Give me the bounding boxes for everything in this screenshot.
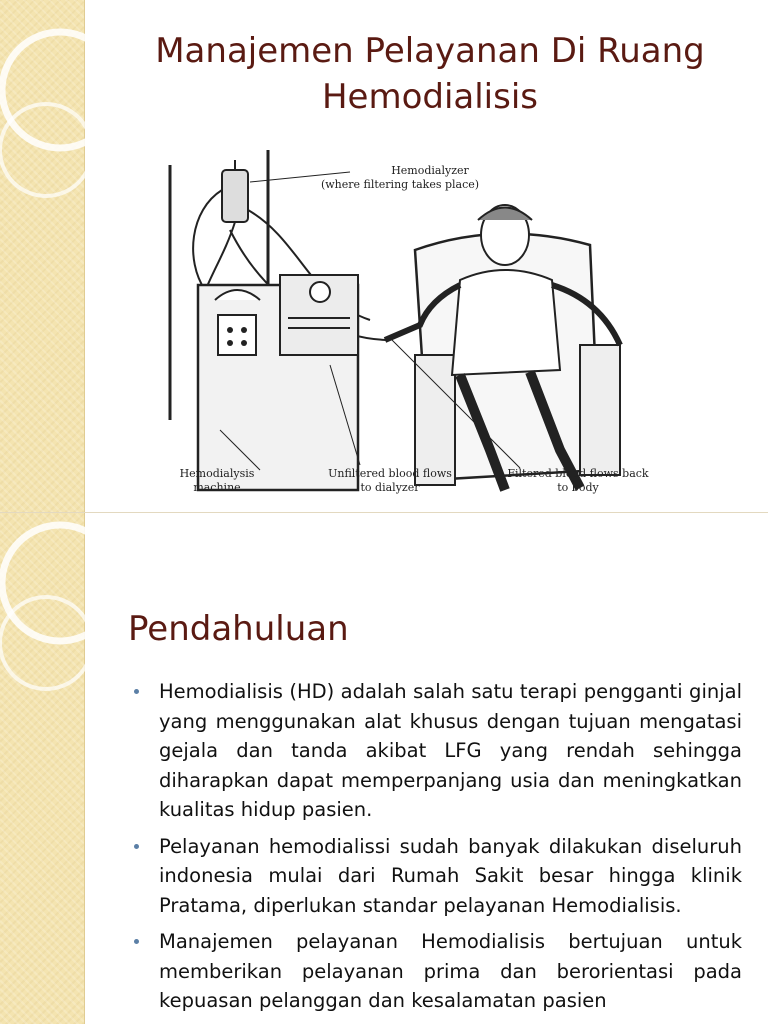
label-machine-2: machine bbox=[193, 481, 241, 494]
label-filtered-1: Filtered blood flows back bbox=[507, 467, 649, 480]
label-unfiltered-2: to dialyzer bbox=[360, 481, 420, 494]
bullet-item bbox=[130, 927, 742, 1016]
label-machine-1: Hemodialysis bbox=[179, 467, 255, 480]
label-hemodialyzer: Hemodialyzer bbox=[391, 164, 469, 177]
hemodialysis-illustration bbox=[160, 150, 680, 500]
bullet-text: Hemodialisis (HD) adalah salah satu terapi pengganti ginjal yang menggunakan alat khusus dengan tujuan mengatasi gejala dan tanda akibat LFG yang rendah sehingga diharapkan dapat memperpanjang usia dan meningkatkan kualitas hidup pasien. bbox=[159, 680, 742, 821]
bullet-icon bbox=[134, 689, 139, 694]
bullet-text: Pelayanan hemodialissi sudah banyak dilakukan diseluruh indonesia mulai dari Rumah Sakit besar hingga klinik Pratama, diperlukan standar pelayanan Hemodialisis. bbox=[159, 834, 742, 917]
bullet-icon bbox=[134, 844, 139, 849]
bullet-item bbox=[130, 677, 742, 825]
bullet-text: Manajemen pelayanan Hemodialisis bertujuan untuk memberikan pelayanan prima dan berorientasi pada kepuasan pelanggan dan kesalamatan pasien bbox=[159, 930, 742, 1012]
bullet-item bbox=[130, 832, 742, 921]
slide-title: Manajemen Pelayanan Di Ruang Hemodialisis bbox=[155, 31, 705, 117]
slide-2 bbox=[0, 512, 768, 1024]
label-filtered-2: to body bbox=[557, 481, 599, 494]
circle-decoration-icon bbox=[0, 513, 120, 1024]
label-hemodialyzer-sub: (where filtering takes place) bbox=[320, 178, 480, 191]
slide-title: Pendahuluan bbox=[128, 609, 349, 649]
bullet-icon bbox=[134, 939, 139, 944]
bullet-list bbox=[130, 677, 742, 1023]
label-unfiltered-1: Unfiltered blood flows bbox=[328, 467, 452, 480]
circle-decoration-icon bbox=[0, 0, 120, 512]
